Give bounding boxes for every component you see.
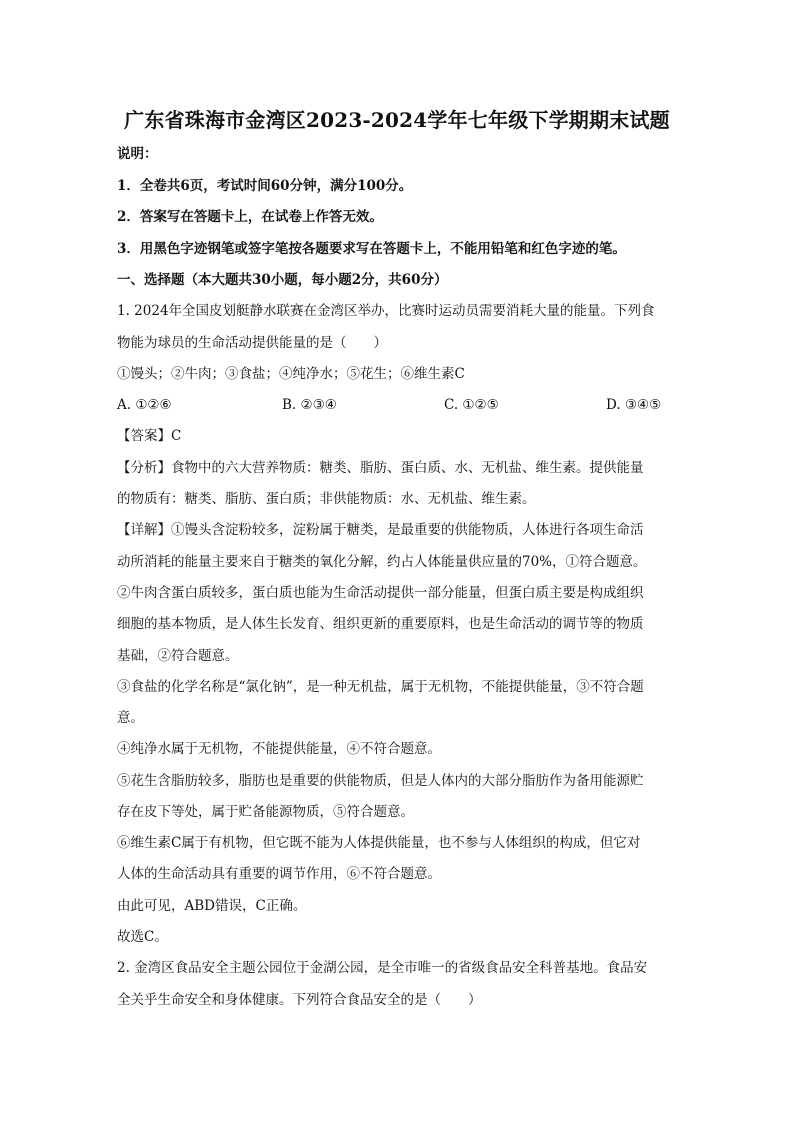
q2-stem-line-2: 全关乎生命安全和身体健康。下列符合食品安全的是（ ）	[117, 992, 482, 1008]
section-header: 一、选择题（本大题共30小题，每小题2分，共60分）	[117, 272, 448, 288]
q1-option-c: C. ①②⑤	[444, 397, 499, 413]
note-2: 2．答案写在答题卡上，在试卷上作答无效。	[117, 209, 383, 225]
q1-detail-line: 存在皮下等处，属于贮备能源物质，⑤符合题意。	[117, 804, 414, 820]
q1-detail-line: ②牛肉含蛋白质较多，蛋白质也能为生命活动提供一部分能量，但蛋白质主要是构成组织	[117, 585, 644, 601]
q1-detail-line: 意。	[117, 710, 144, 726]
q1-option-b: B. ②③④	[282, 397, 337, 413]
q1-items: ①馒头；②牛肉；③食盐；④纯净水；⑤花生；⑥维生素C	[117, 366, 465, 382]
q1-option-a: A. ①②⑥	[117, 397, 172, 413]
q1-detail-line: ④纯净水属于无机物，不能提供能量，④不符合题意。	[117, 741, 441, 757]
q1-stem-line-1: 1. 2024年全国皮划艇静水联赛在金湾区举办，比赛时运动员需要消耗大量的能量。下列食	[117, 303, 655, 319]
q1-detail-line: 基础，②符合题意。	[117, 648, 239, 664]
q1-detail-line: 【详解】①馒头含淀粉较多，淀粉属于糖类，是最重要的供能物质，人体进行各项生命活	[117, 522, 644, 538]
q1-detail-line: ⑤花生含脂肪较多，脂肪也是重要的供能物质，但是人体内的大部分脂肪作为备用能源贮	[117, 773, 644, 789]
note-3: 3．用黑色字迹钢笔或签字笔按各题要求写在答题卡上，不能用铅笔和红色字迹的笔。	[117, 241, 626, 257]
q1-detail-line: 由此可见，ABD错误，C正确。	[117, 898, 307, 914]
q1-analysis-line-2: 的物质有：糖类、脂肪、蛋白质；非供能物质：水、无机盐、维生素。	[117, 491, 536, 507]
page-title: 广东省珠海市金湾区2023-2024学年七年级下学期期末试题	[124, 108, 670, 132]
note-1: 1．全卷共6页，考试时间60分钟，满分100分。	[117, 178, 413, 194]
q1-detail-line: 故选C。	[117, 929, 168, 945]
q1-answer: 【答案】C	[117, 428, 182, 444]
q1-detail-line: ⑥维生素C属于有机物，但它既不能为人体提供能量，也不参与人体组织的构成，但它对	[117, 835, 641, 851]
q1-stem-line-2: 物能为球员的生命活动提供能量的是（ ）	[117, 335, 387, 351]
note-label: 说明：	[117, 146, 158, 162]
q1-detail-line: ③食盐的化学名称是“氯化钠”，是一种无机盐，属于无机物，不能提供能量，③不符合题	[117, 679, 644, 695]
q1-detail-line: 人体的生命活动具有重要的调节作用，⑥不符合题意。	[117, 866, 441, 882]
q1-option-d: D. ③④⑤	[606, 397, 662, 413]
q2-stem-line-1: 2. 金湾区食品安全主题公园位于金湖公园，是全市唯一的省级食品安全科普基地。食品安	[117, 960, 648, 976]
q1-detail-line: 动所消耗的能量主要来自于糖类的氧化分解，约占人体能量供应量的70%，①符合题意。	[117, 554, 647, 570]
q1-analysis-line-1: 【分析】食物中的六大营养物质：糖类、脂肪、蛋白质、水、无机盐、维生素。提供能量	[117, 460, 644, 476]
q1-detail-line: 细胞的基本物质，是人体生长发育、组织更新的重要原料，也是生命活动的调节等的物质	[117, 616, 644, 632]
